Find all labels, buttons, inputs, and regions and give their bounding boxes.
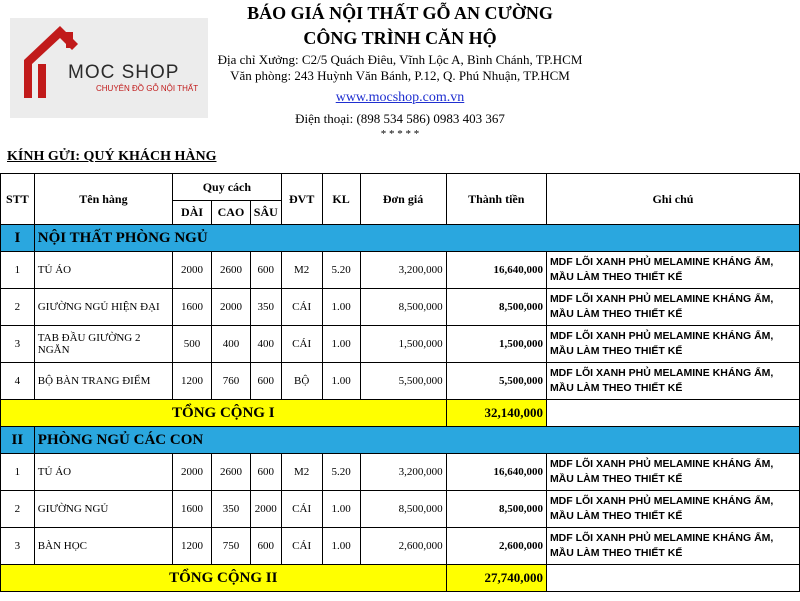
section-code: I bbox=[1, 225, 35, 252]
quotation-table bbox=[0, 173, 800, 592]
cell-dai: 2000 bbox=[173, 252, 212, 289]
cell-price: 8,500,000 bbox=[360, 289, 446, 326]
section-code: II bbox=[1, 427, 35, 454]
cell-total: 8,500,000 bbox=[446, 491, 546, 528]
logo-name: MOC SHOP bbox=[68, 62, 180, 83]
cell-sau: 350 bbox=[250, 289, 281, 326]
cell-sau: 600 bbox=[250, 363, 281, 400]
cell-sau: 600 bbox=[250, 454, 281, 491]
col-sau: SÂU bbox=[250, 201, 281, 225]
section-row bbox=[1, 225, 800, 252]
total-row bbox=[1, 400, 800, 427]
cell-note: MDF LÕI XANH PHỦ MELAMINE KHÁNG ẨM, MẦU LÀM THEO THIẾT KẾ bbox=[546, 363, 799, 400]
cell-sau: 400 bbox=[250, 326, 281, 363]
total-label: TỔNG CỘNG I bbox=[1, 400, 447, 427]
section-title: PHÒNG NGỦ CÁC CON bbox=[34, 427, 799, 454]
cell-total: 16,640,000 bbox=[446, 252, 546, 289]
table-row bbox=[1, 252, 800, 289]
total-note-empty bbox=[546, 400, 799, 427]
cell-price: 3,200,000 bbox=[360, 252, 446, 289]
cell-name: TỦ ÁO bbox=[34, 252, 172, 289]
cell-dai: 500 bbox=[173, 326, 212, 363]
cell-stt: 3 bbox=[1, 528, 35, 565]
star-divider: * * * * * bbox=[380, 128, 420, 140]
cell-note: MDF LÕI XANH PHỦ MELAMINE KHÁNG ẨM, MẦU LÀM THEO THIẾT KẾ bbox=[546, 326, 799, 363]
total-note-empty bbox=[546, 565, 799, 592]
cell-unit: M2 bbox=[281, 252, 322, 289]
cell-name: GIƯỜNG NGỦ HIỆN ĐẠI bbox=[34, 289, 172, 326]
cell-note: MDF LÕI XANH PHỦ MELAMINE KHÁNG ẨM, MẦU LÀM THEO THIẾT KẾ bbox=[546, 491, 799, 528]
table-row bbox=[1, 454, 800, 491]
cell-qty: 1.00 bbox=[322, 326, 360, 363]
col-cao: CAO bbox=[212, 201, 251, 225]
cell-price: 1,500,000 bbox=[360, 326, 446, 363]
cell-name: BÀN HỌC bbox=[34, 528, 172, 565]
cell-cao: 760 bbox=[212, 363, 251, 400]
page-subtitle: CÔNG TRÌNH CĂN HỘ bbox=[303, 28, 497, 48]
cell-cao: 350 bbox=[212, 491, 251, 528]
table-row bbox=[1, 289, 800, 326]
cell-qty: 5.20 bbox=[322, 252, 360, 289]
cell-note: MDF LÕI XANH PHỦ MELAMINE KHÁNG ẨM, MẦU LÀM THEO THIẾT KẾ bbox=[546, 454, 799, 491]
website-link[interactable]: www.mocshop.com.vn bbox=[335, 90, 465, 105]
cell-qty: 1.00 bbox=[322, 363, 360, 400]
total-label: TỔNG CỘNG II bbox=[1, 565, 447, 592]
col-stt: STT bbox=[1, 174, 35, 225]
cell-qty: 1.00 bbox=[322, 289, 360, 326]
cell-note: MDF LÕI XANH PHỦ MELAMINE KHÁNG ẨM, MẦU LÀM THEO THIẾT KẾ bbox=[546, 252, 799, 289]
cell-price: 5,500,000 bbox=[360, 363, 446, 400]
total-row bbox=[1, 565, 800, 592]
total-value: 32,140,000 bbox=[446, 400, 546, 427]
cell-unit: CÁI bbox=[281, 326, 322, 363]
cell-sau: 2000 bbox=[250, 491, 281, 528]
cell-name: TỦ ÁO bbox=[34, 454, 172, 491]
cell-price: 2,600,000 bbox=[360, 528, 446, 565]
cell-name: GIƯỜNG NGỦ bbox=[34, 491, 172, 528]
logo-tagline: CHUYÊN ĐỒ GỖ NỘI THẤT bbox=[96, 84, 199, 93]
cell-total: 8,500,000 bbox=[446, 289, 546, 326]
greeting: KÍNH GỬI: QUÝ KHÁCH HÀNG bbox=[7, 149, 217, 164]
table-row bbox=[1, 491, 800, 528]
cell-cao: 400 bbox=[212, 326, 251, 363]
office-address: Văn phòng: 243 Huỳnh Văn Bánh, P.12, Q. Phú Nhuận, TP.HCM bbox=[230, 68, 570, 83]
col-note: Ghi chú bbox=[546, 174, 799, 225]
cell-unit: M2 bbox=[281, 454, 322, 491]
phone-number: Điện thoại: (898 534 586) 0983 403 367 bbox=[295, 111, 505, 126]
cell-stt: 2 bbox=[1, 289, 35, 326]
cell-dai: 1200 bbox=[173, 528, 212, 565]
cell-stt: 4 bbox=[1, 363, 35, 400]
col-dai: DÀI bbox=[173, 201, 212, 225]
col-name: Tên hàng bbox=[34, 174, 172, 225]
cell-dai: 1200 bbox=[173, 363, 212, 400]
cell-stt: 1 bbox=[1, 454, 35, 491]
table-row bbox=[1, 326, 800, 363]
table-row bbox=[1, 363, 800, 400]
company-logo bbox=[10, 18, 208, 118]
cell-total: 1,500,000 bbox=[446, 326, 546, 363]
cell-dai: 1600 bbox=[173, 289, 212, 326]
table-row bbox=[1, 528, 800, 565]
cell-unit: BỘ bbox=[281, 363, 322, 400]
cell-unit: CÁI bbox=[281, 528, 322, 565]
cell-price: 8,500,000 bbox=[360, 491, 446, 528]
cell-price: 3,200,000 bbox=[360, 454, 446, 491]
col-spec: Quy cách bbox=[173, 174, 282, 201]
cell-qty: 1.00 bbox=[322, 528, 360, 565]
cell-sau: 600 bbox=[250, 528, 281, 565]
cell-unit: CÁI bbox=[281, 289, 322, 326]
cell-cao: 750 bbox=[212, 528, 251, 565]
col-total: Thành tiền bbox=[446, 174, 546, 225]
cell-name: BỘ BÀN TRANG ĐIỂM bbox=[34, 363, 172, 400]
col-unit: ĐVT bbox=[281, 174, 322, 225]
cell-total: 16,640,000 bbox=[446, 454, 546, 491]
cell-unit: CÁI bbox=[281, 491, 322, 528]
total-value: 27,740,000 bbox=[446, 565, 546, 592]
cell-stt: 3 bbox=[1, 326, 35, 363]
workshop-address: Địa chỉ Xưởng: C2/5 Quách Điêu, Vĩnh Lộc A, Bình Chánh, TP.HCM bbox=[217, 52, 583, 67]
col-qty: KL bbox=[322, 174, 360, 225]
cell-stt: 1 bbox=[1, 252, 35, 289]
cell-total: 2,600,000 bbox=[446, 528, 546, 565]
cell-qty: 5.20 bbox=[322, 454, 360, 491]
cell-note: MDF LÕI XANH PHỦ MELAMINE KHÁNG ẨM, MẦU LÀM THEO THIẾT KẾ bbox=[546, 528, 799, 565]
cell-cao: 2600 bbox=[212, 252, 251, 289]
cell-sau: 600 bbox=[250, 252, 281, 289]
section-title: NỘI THẤT PHÒNG NGỦ bbox=[34, 225, 799, 252]
section-row bbox=[1, 427, 800, 454]
cell-cao: 2000 bbox=[212, 289, 251, 326]
cell-name: TAB ĐẦU GIƯỜNG 2 NGĂN bbox=[34, 326, 172, 363]
page-title: BÁO GIÁ NỘI THẤT GỖ AN CƯỜNG bbox=[247, 3, 553, 23]
cell-cao: 2600 bbox=[212, 454, 251, 491]
col-price: Đơn giá bbox=[360, 174, 446, 225]
cell-note: MDF LÕI XANH PHỦ MELAMINE KHÁNG ẨM, MẦU LÀM THEO THIẾT KẾ bbox=[546, 289, 799, 326]
cell-dai: 1600 bbox=[173, 491, 212, 528]
cell-stt: 2 bbox=[1, 491, 35, 528]
cell-total: 5,500,000 bbox=[446, 363, 546, 400]
header-row bbox=[1, 174, 800, 201]
cell-dai: 2000 bbox=[173, 454, 212, 491]
cell-qty: 1.00 bbox=[322, 491, 360, 528]
